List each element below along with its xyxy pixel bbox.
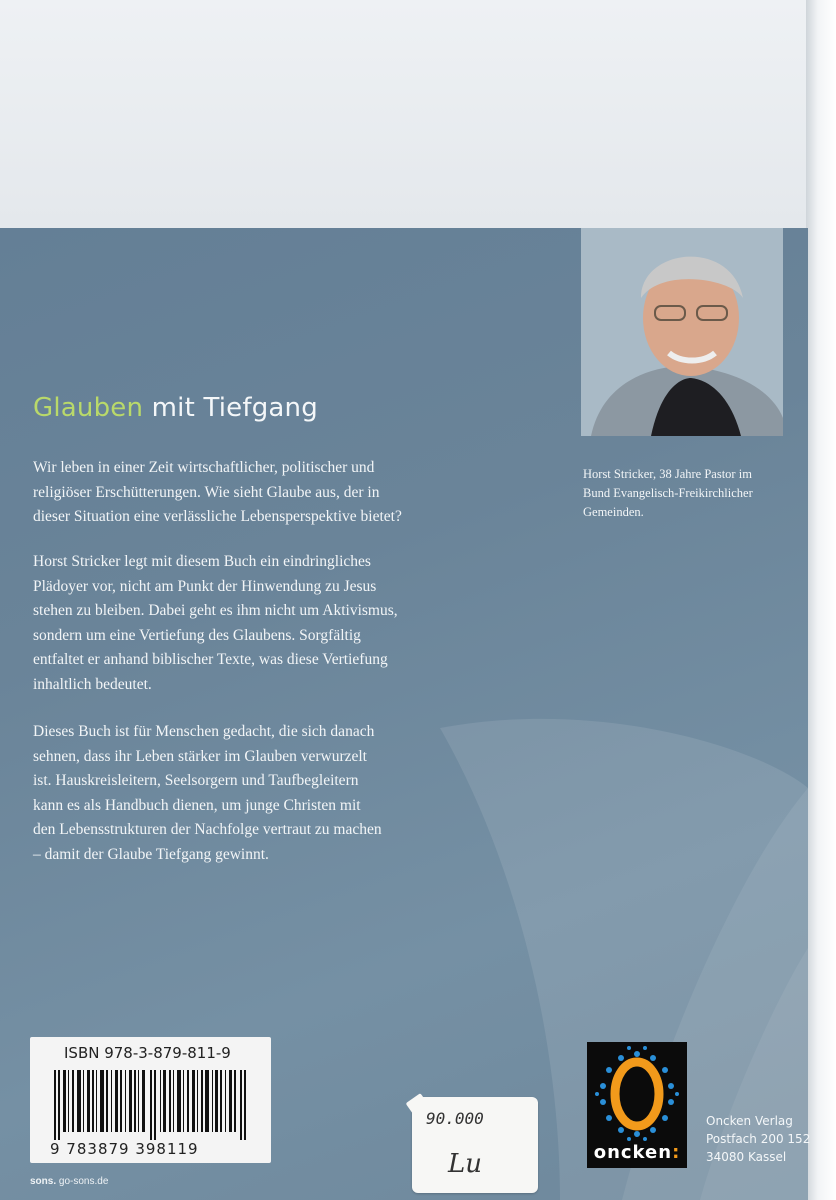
blurb-line: sondern um eine Vertiefung des Glaubens. Sorgfältig xyxy=(33,626,361,644)
oncken-wordmark xyxy=(587,1142,687,1163)
blurb-line: sehnen, dass ihr Leben stärker im Glauben verwurzelt xyxy=(33,747,367,765)
publisher-address xyxy=(706,1112,810,1166)
publisher-city: 34080 Kassel xyxy=(706,1150,787,1164)
oncken-o-icon xyxy=(587,1042,687,1142)
top-band xyxy=(0,0,836,228)
blurb-line: Plädoyer vor, nicht am Punkt der Hinwendung zu Jesus xyxy=(33,577,377,595)
caption-line: Horst Stricker, 38 Jahre Pastor im xyxy=(583,467,752,481)
sticker-initials: Lu xyxy=(448,1149,483,1179)
oncken-logo xyxy=(587,1042,687,1168)
caption-line: Gemeinden. xyxy=(583,505,644,519)
oncken-wordmark-text: oncken xyxy=(593,1142,673,1163)
blurb-paragraph-1 xyxy=(33,456,473,530)
blurb-line: entfaltet er anhand biblischer Texte, was diese Vertiefung xyxy=(33,651,388,668)
sons-url: go-sons.de xyxy=(58,1176,109,1187)
title-part-glauben: Glauben xyxy=(33,393,144,423)
isbn-barcode-label xyxy=(30,1037,271,1163)
barcode-icon xyxy=(54,1070,254,1140)
blurb-line: stehen zu bleiben. Dabei geht es ihm nicht um Aktivismus, xyxy=(33,602,398,619)
sticker-code: 90.000 xyxy=(426,1109,484,1128)
blurb-line: Dieses Buch ist für Menschen gedacht, die sich danach xyxy=(33,723,375,740)
blurb-line: den Lebensstrukturen der Nachfolge vertraut zu machen xyxy=(33,821,382,838)
publisher-postbox: Postfach 200 152 xyxy=(706,1132,811,1146)
publisher-name: Oncken Verlag xyxy=(706,1114,793,1128)
sons-logo-text: sons. xyxy=(30,1176,57,1187)
blurb-line: kann es als Handbuch dienen, um junge Christen mit xyxy=(33,796,361,814)
oncken-wordmark-dots: : xyxy=(672,1142,681,1163)
author-photo xyxy=(581,228,783,436)
blurb-line: dieser Situation eine verlässliche Lebensperspektive bietet? xyxy=(33,508,402,525)
sons-brand xyxy=(30,1176,108,1187)
spine-edge xyxy=(806,0,836,1200)
title-part-tiefgang: mit Tiefgang xyxy=(143,393,318,423)
author-portrait xyxy=(581,228,783,436)
isbn-number: ISBN 978-3-879-811-9 xyxy=(64,1044,231,1062)
blurb-line: Wir leben in einer Zeit wirtschaftlicher, politischer und xyxy=(33,459,375,476)
price-sticker xyxy=(412,1097,538,1193)
blurb-line: ist. Hauskreisleitern, Seelsorgern und Taufbegleitern xyxy=(33,772,359,789)
caption-line: Bund Evangelisch-Freikirchlicher xyxy=(583,486,753,500)
author-caption xyxy=(583,465,803,522)
blurb-line: religiöser Erschütterungen. Wie sieht Glaube aus, der in xyxy=(33,483,380,501)
blurb-line: – damit der Glaube Tiefgang gewinnt. xyxy=(33,845,269,863)
blurb-line: Horst Stricker legt mit diesem Buch ein eindringliches xyxy=(33,553,371,570)
blurb-paragraph-2 xyxy=(33,550,473,697)
book-title xyxy=(33,393,318,423)
barcode-digits: 9 783879 398119 xyxy=(50,1140,199,1158)
blurb-paragraph-3 xyxy=(33,720,473,867)
blurb-line: inhaltlich bedeutet. xyxy=(33,675,152,693)
